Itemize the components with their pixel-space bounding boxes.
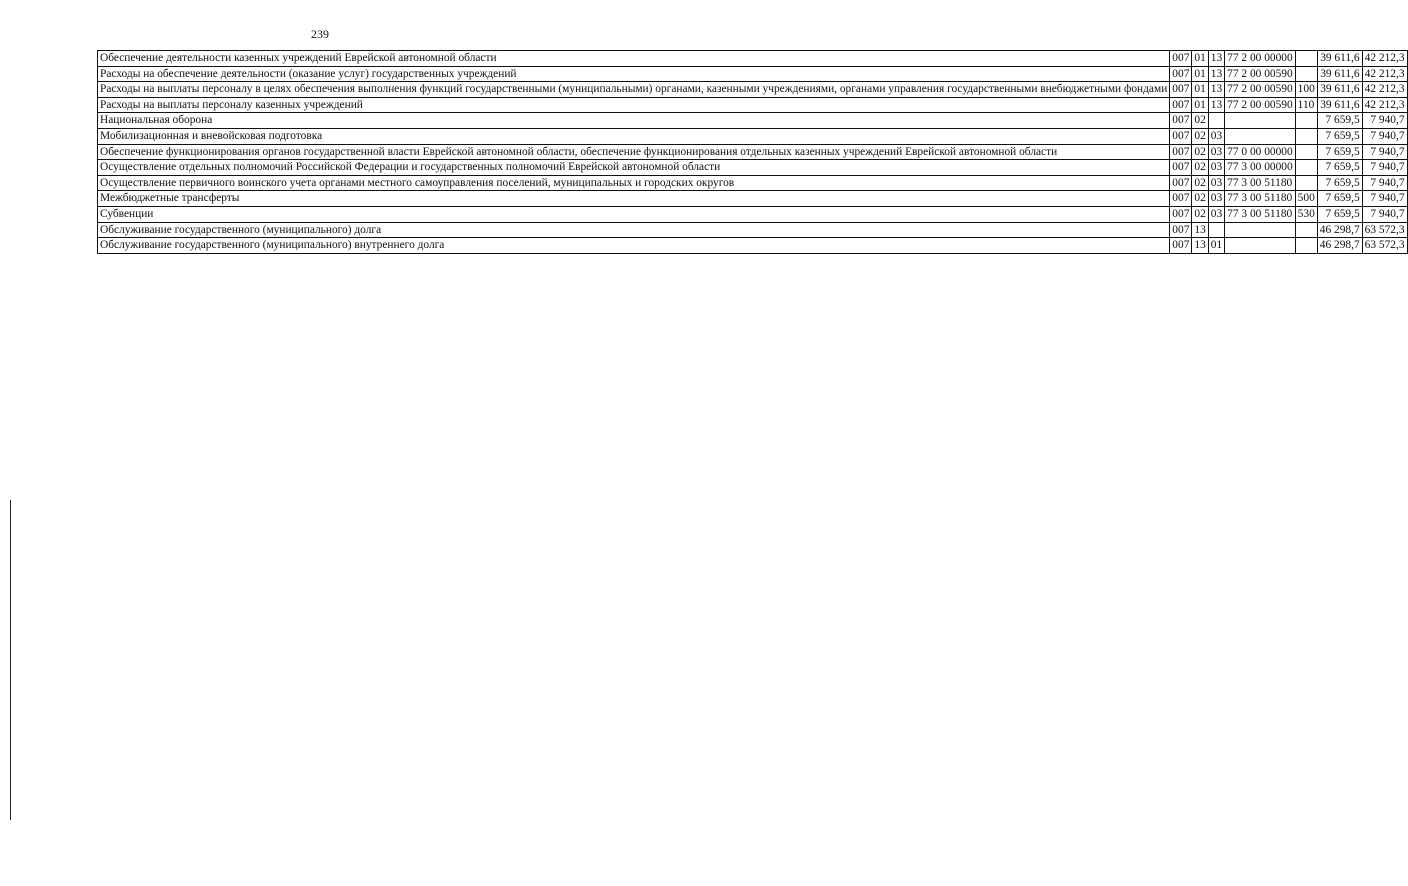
amount-year1-cell: 39 611,6: [1317, 51, 1362, 67]
target-article-cell: [1225, 222, 1296, 238]
amount-year1-cell: 39 611,6: [1317, 66, 1362, 82]
row-name: Обслуживание государственного (муниципального) внутреннего долга: [100, 239, 445, 252]
admin-code-cell: 007: [1170, 160, 1192, 176]
table-row: [98, 144, 1408, 160]
row-name-cell: [98, 191, 1170, 207]
row-name: Расходы на выплаты персоналу казенных учреждений: [100, 98, 363, 111]
target-article-cell: 77 3 00 00000: [1225, 160, 1296, 176]
admin-code-cell: 007: [1170, 97, 1192, 113]
section-code-cell: 01: [1192, 82, 1208, 98]
row-name-cell: [98, 238, 1170, 254]
subsection-code-cell: 03: [1208, 175, 1224, 191]
expense-type-cell: 100: [1295, 82, 1317, 98]
table-row: [98, 51, 1408, 67]
admin-code-cell: 007: [1170, 51, 1192, 67]
subsection-code-cell: 03: [1208, 160, 1224, 176]
row-name: Межбюджетные трансферты: [100, 192, 240, 205]
section-code-cell: 02: [1192, 206, 1208, 222]
amount-year2-cell: 63 572,3: [1362, 238, 1407, 254]
subsection-code-cell: [1208, 113, 1224, 129]
expense-type-cell: [1295, 175, 1317, 191]
section-code-cell: 02: [1192, 113, 1208, 129]
subsection-code-cell: [1208, 222, 1224, 238]
admin-code-cell: 007: [1170, 144, 1192, 160]
expense-type-cell: [1295, 128, 1317, 144]
row-name-cell: [98, 175, 1170, 191]
target-article-cell: [1225, 238, 1296, 254]
row-name-cell: [98, 51, 1170, 67]
amount-year1-cell: 7 659,5: [1317, 113, 1362, 129]
row-name-cell: [98, 206, 1170, 222]
amount-year2-cell: 7 940,7: [1362, 206, 1407, 222]
expense-type-cell: [1295, 238, 1317, 254]
amount-year1-cell: 7 659,5: [1317, 206, 1362, 222]
table-row: [98, 206, 1408, 222]
expense-type-cell: [1295, 51, 1317, 67]
subsection-code-cell: 03: [1208, 206, 1224, 222]
admin-code-cell: 007: [1170, 206, 1192, 222]
amount-year1-cell: 7 659,5: [1317, 191, 1362, 207]
admin-code-cell: 007: [1170, 191, 1192, 207]
table-row: [98, 82, 1408, 98]
row-name-cell: [98, 222, 1170, 238]
subsection-code-cell: 01: [1208, 238, 1224, 254]
target-article-cell: 77 2 00 00590: [1225, 82, 1296, 98]
expense-type-cell: [1295, 66, 1317, 82]
row-name-cell: [98, 97, 1170, 113]
row-name-cell: [98, 113, 1170, 129]
row-name: Расходы на выплаты персоналу в целях обеспечения выполнения функций государственными (муниципальными) органами, казенными учреждениями, органами управления государственными внебюджетными фондами: [100, 83, 1168, 96]
amount-year1-cell: 46 298,7: [1317, 238, 1362, 254]
target-article-cell: 77 3 00 51180: [1225, 175, 1296, 191]
subsection-code-cell: 13: [1208, 66, 1224, 82]
section-code-cell: 01: [1192, 66, 1208, 82]
target-article-cell: 77 0 00 00000: [1225, 144, 1296, 160]
page-number: 239: [311, 27, 329, 41]
amount-year2-cell: 7 940,7: [1362, 191, 1407, 207]
amount-year1-cell: 46 298,7: [1317, 222, 1362, 238]
row-name-cell: [98, 128, 1170, 144]
amount-year2-cell: 7 940,7: [1362, 144, 1407, 160]
expense-type-cell: 110: [1295, 97, 1317, 113]
amount-year2-cell: 7 940,7: [1362, 160, 1407, 176]
table-row: [98, 113, 1408, 129]
admin-code-cell: 007: [1170, 66, 1192, 82]
section-code-cell: 01: [1192, 97, 1208, 113]
row-name-cell: [98, 82, 1170, 98]
section-code-cell: 02: [1192, 191, 1208, 207]
admin-code-cell: 007: [1170, 238, 1192, 254]
amount-year2-cell: 42 212,3: [1362, 97, 1407, 113]
section-code-cell: 02: [1192, 144, 1208, 160]
target-article-cell: 77 2 00 00590: [1225, 66, 1296, 82]
amount-year1-cell: 39 611,6: [1317, 97, 1362, 113]
row-name: Мобилизационная и вневойсковая подготовка: [100, 129, 323, 142]
admin-code-cell: 007: [1170, 113, 1192, 129]
amount-year2-cell: 42 212,3: [1362, 82, 1407, 98]
row-name-cell: [98, 160, 1170, 176]
expense-type-cell: [1295, 222, 1317, 238]
row-name: Субвенции: [100, 207, 154, 220]
table-row: [98, 128, 1408, 144]
table-row: [98, 238, 1408, 254]
margin-line: [10, 500, 11, 820]
amount-year1-cell: 7 659,5: [1317, 175, 1362, 191]
subsection-code-cell: 13: [1208, 51, 1224, 67]
admin-code-cell: 007: [1170, 128, 1192, 144]
target-article-cell: 77 3 00 51180: [1225, 191, 1296, 207]
amount-year2-cell: 42 212,3: [1362, 51, 1407, 67]
table-row: [98, 66, 1408, 82]
subsection-code-cell: 03: [1208, 144, 1224, 160]
table-row: [98, 175, 1408, 191]
amount-year1-cell: 39 611,6: [1317, 82, 1362, 98]
row-name-cell: [98, 66, 1170, 82]
amount-year1-cell: 7 659,5: [1317, 160, 1362, 176]
section-code-cell: 02: [1192, 128, 1208, 144]
expense-type-cell: [1295, 113, 1317, 129]
target-article-cell: 77 2 00 00590: [1225, 97, 1296, 113]
table-row: [98, 191, 1408, 207]
budget-table: [97, 50, 1408, 254]
row-name-cell: [98, 144, 1170, 160]
expense-type-cell: 500: [1295, 191, 1317, 207]
amount-year2-cell: 7 940,7: [1362, 128, 1407, 144]
row-name: Расходы на обеспечение деятельности (оказание услуг) государственных учреждений: [100, 67, 517, 80]
table-row: [98, 222, 1408, 238]
amount-year2-cell: 7 940,7: [1362, 113, 1407, 129]
subsection-code-cell: 13: [1208, 97, 1224, 113]
row-name: Обеспечение деятельности казенных учреждений Еврейской автономной области: [100, 52, 497, 64]
row-name: Обеспечение функционирования органов государственной власти Еврейской автономной области, обеспечение функционирования отдельных казенных учреждений Еврейской автономной области: [100, 145, 1058, 158]
target-article-cell: [1225, 113, 1296, 129]
row-name: Осуществление первичного воинского учета органами местного самоуправления поселений, муниципальных и городских округов: [100, 176, 735, 189]
amount-year2-cell: 42 212,3: [1362, 66, 1407, 82]
subsection-code-cell: 13: [1208, 82, 1224, 98]
admin-code-cell: 007: [1170, 222, 1192, 238]
table-row: [98, 97, 1408, 113]
target-article-cell: 77 2 00 00000: [1225, 51, 1296, 67]
expense-type-cell: [1295, 144, 1317, 160]
section-code-cell: 13: [1192, 238, 1208, 254]
row-name: Обслуживание государственного (муниципального) долга: [100, 223, 382, 236]
subsection-code-cell: 03: [1208, 191, 1224, 207]
expense-type-cell: [1295, 160, 1317, 176]
amount-year2-cell: 63 572,3: [1362, 222, 1407, 238]
section-code-cell: 13: [1192, 222, 1208, 238]
row-name: Национальная оборона: [100, 114, 213, 127]
section-code-cell: 01: [1192, 51, 1208, 67]
section-code-cell: 02: [1192, 160, 1208, 176]
target-article-cell: 77 3 00 51180: [1225, 206, 1296, 222]
admin-code-cell: 007: [1170, 82, 1192, 98]
amount-year2-cell: 7 940,7: [1362, 175, 1407, 191]
expense-type-cell: 530: [1295, 206, 1317, 222]
target-article-cell: [1225, 128, 1296, 144]
subsection-code-cell: 03: [1208, 128, 1224, 144]
admin-code-cell: 007: [1170, 175, 1192, 191]
row-name: Осуществление отдельных полномочий Российской Федерации и государственных полномочий Еврейской автономной области: [100, 161, 721, 174]
section-code-cell: 02: [1192, 175, 1208, 191]
amount-year1-cell: 7 659,5: [1317, 144, 1362, 160]
table-row: [98, 160, 1408, 176]
amount-year1-cell: 7 659,5: [1317, 128, 1362, 144]
